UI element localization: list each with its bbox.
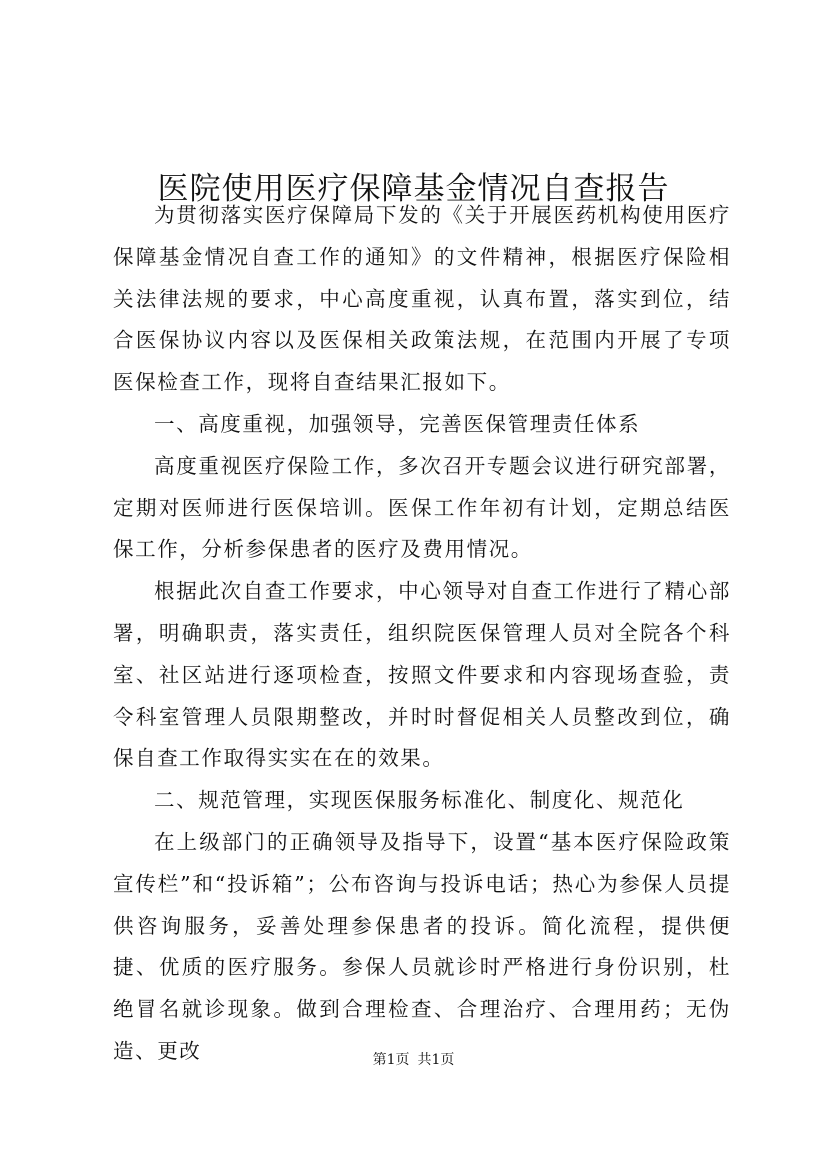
document-title: 医院使用医疗保障基金情况自查报告 <box>157 170 670 207</box>
page-footer <box>0 1050 827 1070</box>
paragraph-intro: 为贯彻落实医疗保障局下发的《关于开展医药机构使用医疗保障基金情况自查工作的通知》的文件精神，根据医疗保险相关法律法规的要求，中心高度重视，认真布置，落实到位，结合医保协议内容以及医保相关政策法规，在范围内开展了专项医保检查工作，现将自查结果汇报如下。 <box>113 203 731 395</box>
section-heading-2: 二、规范管理，实现医保服务标准化、制度化、规范化 <box>154 788 685 813</box>
page-total: 共1页 <box>417 1052 455 1068</box>
paragraph-section-1a: 高度重视医疗保险工作，多次召开专题会议进行研究部署，定期对医师进行医保培训。医保工作年初有计划，定期总结医保工作，分析参保患者的医疗及费用情况。 <box>113 453 731 562</box>
paragraph-section-1b: 根据此次自查工作要求，中心领导对自查工作进行了精心部署，明确职责，落实责任，组织院医保管理人员对全院各个科室、社区站进行逐项检查，按照文件要求和内容现场查验，责令科室管理人员限期整改，并时时督促相关人员整改到位，确保自查工作取得实实在在的效果。 <box>113 579 731 771</box>
page-number: 第1页 <box>372 1052 410 1068</box>
section-heading-1: 一、高度重视，加强领导，完善医保管理责任体系 <box>154 411 641 436</box>
paragraph-section-2a: 在上级部门的正确领导及指导下，设置“基本医疗保险政策宣传栏”和“投诉箱”；公布咨询与投诉电话；热心为参保人员提供咨询服务，妥善处理参保患者的投诉。简化流程，提供便捷、优质的医疗服务。参保人员就诊时严格进行身份识别，杜绝冒名就诊现象。做到合理检查、合理治疗、合理用药；无伪造、更改 <box>113 829 731 1063</box>
document-body <box>113 195 731 1073</box>
